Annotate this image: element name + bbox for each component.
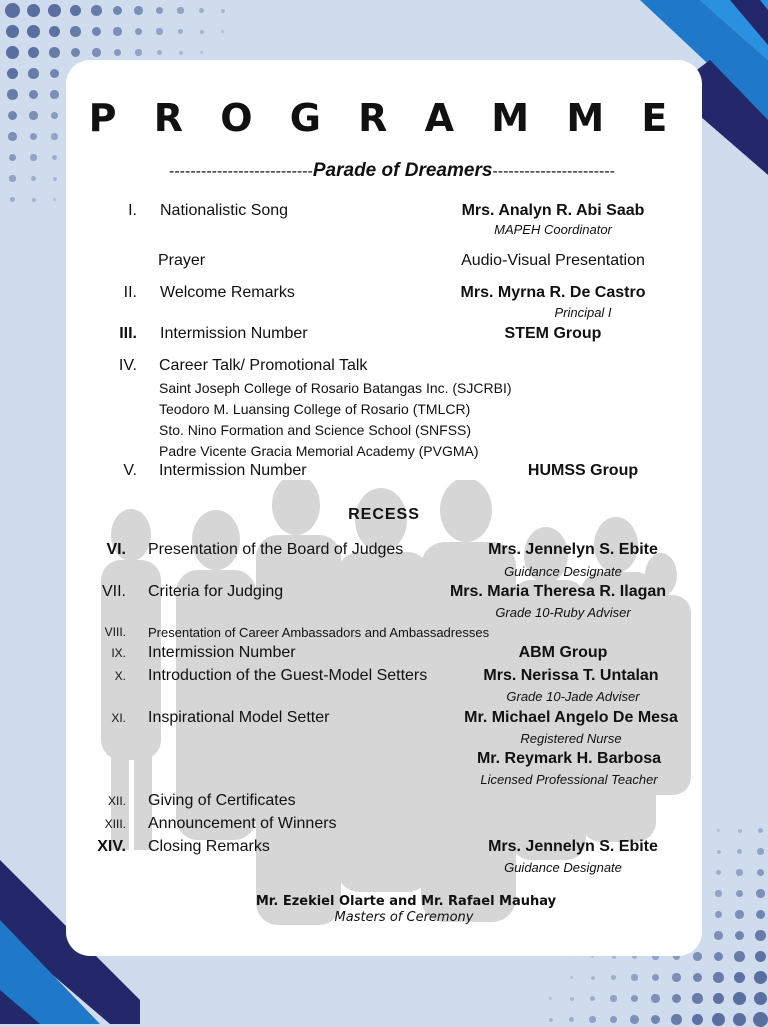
item-number: XIV. <box>97 838 126 855</box>
decorative-dot <box>610 995 616 1001</box>
item-person: Audio-Visual Presentation <box>461 252 645 269</box>
decorative-dot <box>717 850 721 854</box>
decorative-dot <box>630 1015 638 1023</box>
item-label: Introduction of the Guest-Model Setters <box>148 667 428 684</box>
decorative-dot <box>50 90 58 98</box>
item-number: XIII. <box>104 817 126 831</box>
item-person: Mrs. Maria Theresa R. Ilagan <box>449 583 667 600</box>
decorative-dot <box>156 7 163 14</box>
decorative-dot <box>715 911 722 918</box>
decorative-dot <box>27 25 40 38</box>
item-number: IV. <box>118 357 137 374</box>
decorative-dot <box>671 1014 682 1025</box>
decorative-dot <box>692 993 703 1004</box>
decorative-dot <box>200 30 204 34</box>
item-label: Nationalistic Song <box>160 202 289 219</box>
decorative-dot <box>715 890 721 896</box>
decorative-dot <box>737 849 742 854</box>
decorative-dot <box>221 30 224 33</box>
decorative-dot <box>733 1013 747 1027</box>
item-role: Grade 10-Jade Adviser <box>506 689 640 704</box>
decorative-dot <box>92 27 102 37</box>
item-label: Inspirational Model Setter <box>148 709 330 726</box>
item-label: Closing Remarks <box>148 838 270 855</box>
decorative-dot <box>591 976 595 980</box>
decorative-dot <box>113 6 123 16</box>
decorative-dot <box>8 111 18 121</box>
decorative-dot <box>221 9 225 13</box>
item-number: XI. <box>111 711 126 725</box>
item-person: Mr. Reymark H. Barbosa <box>476 750 662 767</box>
decorative-dot <box>713 972 724 983</box>
event-heading <box>112 160 672 182</box>
decorative-dot <box>53 198 56 201</box>
decorative-dot <box>31 176 36 181</box>
decorative-dot <box>757 848 763 854</box>
decorative-dot <box>222 52 224 54</box>
decorative-dot <box>27 4 41 18</box>
item-label: Prayer <box>158 252 206 269</box>
decorative-dot <box>672 973 680 981</box>
decorative-dot <box>717 829 720 832</box>
item-role: Grade 10-Ruby Adviser <box>495 605 631 620</box>
masters-names: Mr. Ezekiel Olarte and Mr. Rafael Mauhay <box>255 894 557 909</box>
decorative-dot <box>30 154 36 160</box>
decorative-dot <box>754 971 767 984</box>
item-person: Mrs. Jennelyn S. Ebite <box>488 838 658 855</box>
item-person: Mrs. Myrna R. De Castro <box>460 284 646 301</box>
decorative-dot <box>32 198 36 202</box>
school-item: Saint Joseph College of Rosario Batangas Inc. (SJCRBI) <box>159 380 512 396</box>
decorative-dot <box>714 931 722 939</box>
heading-dashes-left: --------------------------- <box>169 163 313 180</box>
decorative-dot <box>10 197 15 202</box>
item-number: VIII. <box>104 625 126 639</box>
decorative-dot <box>199 8 204 13</box>
decorative-dot <box>736 890 743 897</box>
school-item: Padre Vicente Gracia Memorial Academy (PVGMA) <box>159 443 479 459</box>
item-person: Mrs. Jennelyn S. Ebite <box>488 541 658 558</box>
decorative-dot <box>8 132 16 140</box>
decorative-dot <box>754 992 768 1006</box>
decorative-dot <box>735 910 743 918</box>
decorative-dot <box>70 26 81 37</box>
decorative-dot <box>716 870 721 875</box>
heading-dashes-right: ----------------------- <box>492 163 615 180</box>
decorative-dot <box>693 973 703 983</box>
decorative-dot <box>757 869 764 876</box>
item-label: Presentation of Career Ambassadors and Ambassadresses <box>148 625 490 640</box>
item-number: I. <box>128 202 137 219</box>
decorative-dot <box>91 5 102 16</box>
decorative-dot <box>735 931 745 941</box>
event-name: Parade of Dreamers <box>312 160 493 181</box>
page-title: P R O G R A M M E <box>88 96 680 140</box>
decorative-dot <box>200 51 203 54</box>
decorative-dot <box>29 90 39 100</box>
decorative-dot <box>70 5 82 17</box>
decorative-dot <box>756 889 764 897</box>
item-number: VII. <box>101 583 126 600</box>
decorative-dot <box>177 7 183 13</box>
decorative-dot <box>589 1016 595 1022</box>
item-number: X. <box>114 669 126 683</box>
item-label: Career Talk/ Promotional Talk <box>159 357 368 374</box>
programme-card <box>66 60 702 956</box>
decorative-dot <box>590 996 595 1001</box>
decorative-dot <box>114 49 121 56</box>
item-person: Mr. Michael Angelo De Mesa <box>464 709 678 726</box>
decorative-dot <box>756 910 766 920</box>
item-label: Criteria for Judging <box>148 583 284 600</box>
decorative-dot <box>672 994 682 1004</box>
item-label: Intermission Number <box>159 462 307 479</box>
decorative-dot <box>113 27 121 35</box>
item-person: HUMSS Group <box>527 462 639 479</box>
decorative-dot <box>6 25 20 39</box>
decorative-dot <box>134 6 142 14</box>
decorative-dot <box>651 1015 661 1025</box>
decorative-dot <box>736 869 742 875</box>
item-person: Mrs. Nerissa T. Untalan <box>483 667 659 684</box>
decorative-dot <box>758 828 763 833</box>
decorative-dot <box>714 952 724 962</box>
decorative-dot <box>550 977 552 979</box>
decorative-dot <box>157 50 162 55</box>
decorative-dot <box>693 952 701 960</box>
item-label: Intermission Number <box>160 325 308 342</box>
school-item: Sto. Nino Formation and Science School (SNFSS) <box>159 422 472 438</box>
decorative-dot <box>610 1016 617 1023</box>
decorative-dot <box>569 1017 574 1022</box>
item-role: MAPEH Coordinator <box>494 222 612 237</box>
decorative-dot <box>755 930 766 941</box>
decorative-dot <box>48 4 61 17</box>
item-person: Mrs. Analyn R. Abi Saab <box>461 202 645 219</box>
decorative-dot <box>92 48 100 56</box>
decorative-dot <box>631 995 638 1002</box>
decorative-dot <box>570 976 573 979</box>
item-person: STEM Group <box>504 325 602 342</box>
masters-title: Masters of Ceremony <box>334 910 474 925</box>
decorative-dot <box>9 154 16 161</box>
decorative-dot <box>29 111 37 119</box>
item-number: XII. <box>107 794 126 808</box>
item-number: III. <box>119 325 137 342</box>
decorative-dot <box>156 28 162 34</box>
item-number: V. <box>123 462 137 479</box>
decorative-dot <box>135 49 141 55</box>
decorative-dot <box>7 68 19 80</box>
decorative-dot <box>9 175 15 181</box>
decorative-dot <box>5 3 20 18</box>
item-label: Giving of Certificates <box>148 792 296 809</box>
item-label: Announcement of Winners <box>148 815 337 832</box>
item-number: IX. <box>111 646 126 660</box>
decorative-dot <box>178 29 183 34</box>
item-role: Guidance Designate <box>504 860 622 875</box>
decorative-dot <box>651 994 659 1002</box>
decorative-dot <box>734 972 746 984</box>
item-label: Intermission Number <box>148 644 296 661</box>
decorative-dot <box>611 975 616 980</box>
item-role: Guidance Designate <box>504 564 622 579</box>
decorative-dot <box>71 48 81 58</box>
decorative-dot <box>53 177 57 181</box>
decorative-dot <box>755 951 767 963</box>
decorative-dot <box>52 155 57 160</box>
decorative-dot <box>28 47 40 59</box>
decorative-dot <box>734 951 745 962</box>
decorative-dot <box>179 51 183 55</box>
decorative-dot <box>570 997 574 1001</box>
item-role: Registered Nurse <box>520 731 622 746</box>
decorative-dot <box>135 28 142 35</box>
decorative-dot <box>733 992 746 1005</box>
school-item: Teodoro M. Luansing College of Rosario (TMLCR) <box>159 401 471 417</box>
decorative-dot <box>652 974 659 981</box>
decorative-dot <box>50 69 60 79</box>
item-person: ABM Group <box>518 644 608 661</box>
item-label: Welcome Remarks <box>160 284 295 301</box>
decorative-dot <box>713 993 725 1005</box>
decorative-dot <box>30 133 37 140</box>
item-number: VI. <box>106 541 126 558</box>
decorative-dot <box>49 47 60 58</box>
decorative-dot <box>28 68 39 79</box>
decorative-dot <box>49 26 61 38</box>
item-label: Presentation of the Board of Judges <box>148 541 404 558</box>
decorative-dot <box>738 829 742 833</box>
school-list <box>159 378 512 462</box>
decorative-dot <box>51 133 57 139</box>
decorative-dot <box>51 112 58 119</box>
decorative-dot <box>549 997 552 1000</box>
item-role: Licensed Professional Teacher <box>480 772 658 787</box>
item-number: II. <box>123 284 137 301</box>
decorative-dot <box>631 974 637 980</box>
recess-label: RECESS <box>348 506 420 523</box>
decorative-dot <box>6 46 19 59</box>
item-role: Principal I <box>554 305 612 320</box>
decorative-dot <box>753 1012 768 1027</box>
decorative-dot <box>7 89 18 100</box>
decorative-dot <box>549 1018 553 1022</box>
